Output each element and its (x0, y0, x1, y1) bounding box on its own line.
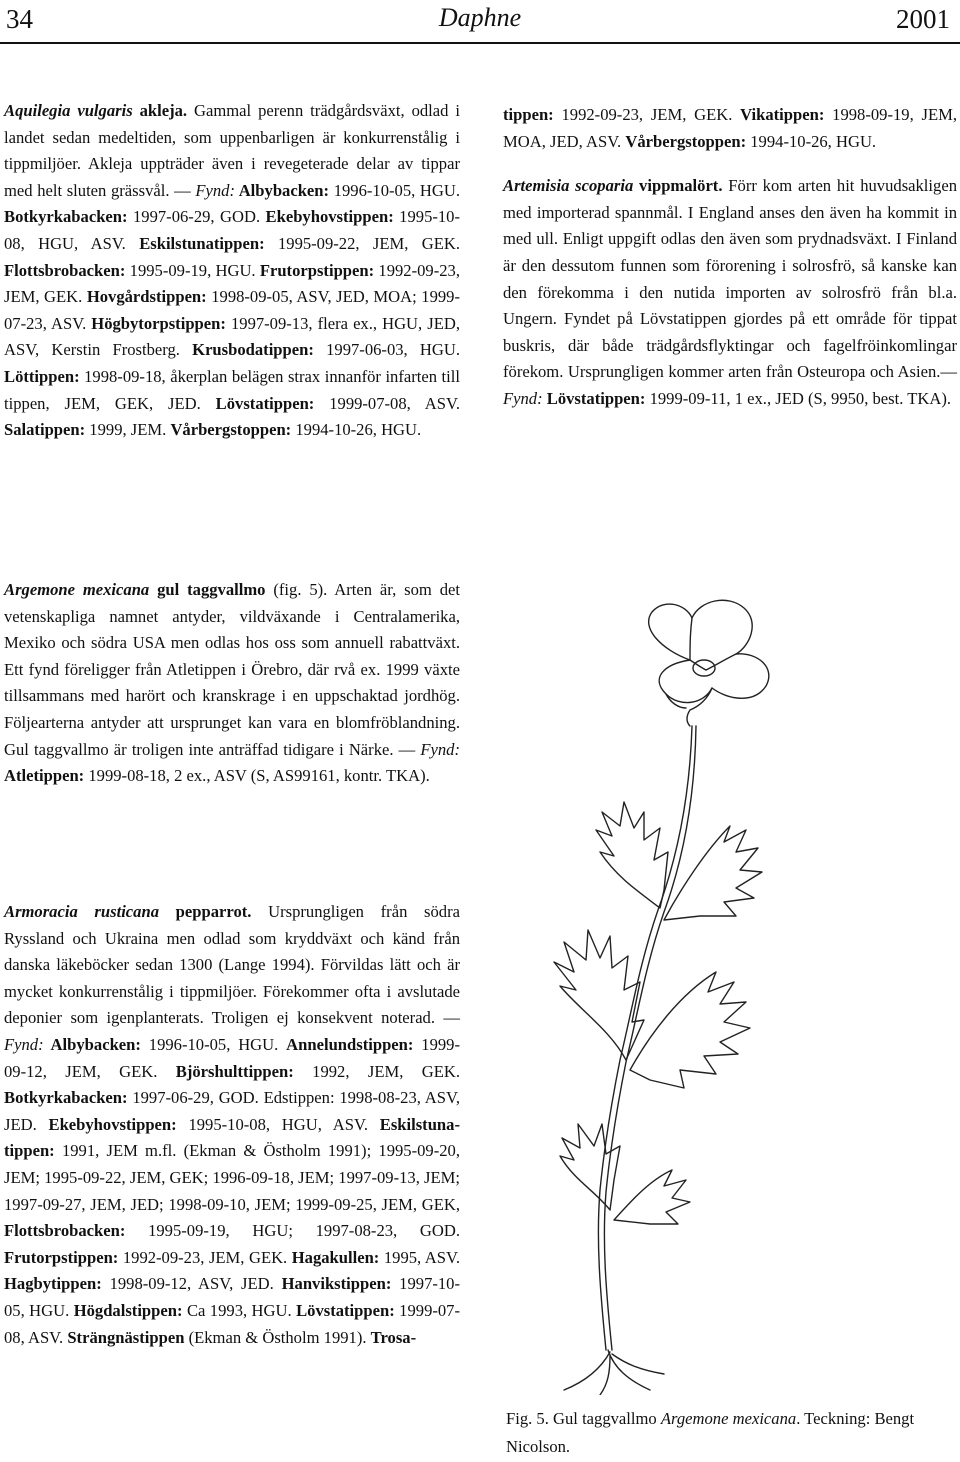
text-run-b: Lövstatippen: (296, 1300, 395, 1320)
paragraph-continuation (503, 102, 957, 155)
text-run-b: Hagbytippen: (4, 1274, 102, 1294)
root-drawing (564, 1350, 664, 1395)
text-run: 1999-08-18, 2 ex., ASV (S, AS99161, kontr. TKA). (84, 766, 430, 786)
text-run-b: Eskilstunatippen: (4, 1114, 460, 1161)
text-run: (Ekman & Östholm 1991). (184, 1327, 371, 1347)
text-run-i: Fynd: (4, 1034, 44, 1054)
text-run-b: Björshulttippen: (175, 1061, 294, 1081)
text-run-b: Frutorpstippen: (4, 1247, 119, 1267)
text-run-b: Albybacken: (234, 180, 330, 200)
text-run: 1992-09-23, JEM, GEK. (553, 105, 741, 124)
text-run: 1996-10-05, HGU. (140, 1034, 287, 1054)
caption-text (506, 1409, 914, 1456)
figure-drawing (540, 590, 840, 1395)
text-run-i: Fynd: (420, 739, 460, 759)
text-run-b: Annelundstippen: (286, 1034, 414, 1054)
text-run-bi: Aquilegia vulgaris (4, 101, 133, 120)
header-rule (0, 42, 960, 44)
paragraph (4, 899, 460, 1351)
leaf-drawing (630, 972, 750, 1088)
entry-argemone (4, 577, 460, 790)
text-run-b: Ekebyhovstippen: (265, 207, 394, 227)
leaf-drawing (560, 1124, 620, 1210)
text-run-bi: Argemone mexicana (4, 580, 150, 599)
text-run-b: Flottsbrobacken: (4, 260, 126, 280)
text-run: 1998-09-18, åkerplan belägen strax innanför infarten till tippen, JEM, GEK, JED. (4, 366, 460, 413)
page-header (0, 0, 960, 40)
text-run-b: vippmalört. (633, 176, 723, 196)
entry-artemisia (503, 173, 957, 412)
text-run-b: Vikatippen: (740, 105, 825, 124)
text-run: Ca 1993, HGU. (182, 1300, 297, 1320)
entry-armoracia (4, 899, 460, 1351)
paragraph (4, 577, 460, 790)
text-run-b: Krusbodatippen: (192, 340, 314, 360)
journal-name: Daphne (438, 3, 522, 32)
text-run: 1998-09-05, ASV, JED, MOA; 1999-07-23, ASV. (4, 287, 460, 333)
text-run: 1992-09-23, JEM, GEK. (118, 1247, 292, 1267)
text-run: , HGU, JED, ASV, Kerstin Frostberg. (4, 313, 460, 360)
text-run-bi: Armoracia rusticana (4, 902, 159, 921)
paragraph (4, 98, 460, 444)
text-run-b: Albybacken: (43, 1034, 141, 1054)
text-run: 1999-07-08, ASV. (4, 1300, 461, 1347)
text-run-b: Ekebyhovstippen: (48, 1114, 177, 1134)
text-run: 1995-09-22, JEM, GEK. (264, 233, 460, 253)
text-run-b: Trosa- (370, 1327, 417, 1347)
text-run-b: Lövstatippen: (215, 393, 315, 413)
text-run-b: Högbytorpstippen: (91, 313, 226, 333)
text-run: 1998-09-12, ASV, JED. (101, 1274, 282, 1294)
text-run-b: Vårbergstoppen: (170, 420, 292, 440)
text-run-b: Botkyrkabacken: (4, 207, 128, 227)
text-run-b: pepparrot. (159, 902, 252, 921)
text-run: Ursprungligen från södra Ryssland och Ukraina men odlad som kryddväxt och känd från danska läkeböcker sedan 1300 (Lange 1994). Förvildas lätt och är mycket konkurrenstålig i tippmiljöer. Förekommer ofta i avslutade deponier som igenplanterats. Troligen ej konsekvent noterad. — (4, 902, 460, 1028)
text-run: 1995-10-08, HGU, ASV. (176, 1114, 380, 1134)
text-run: Fig. 5. Gul taggvallmo (506, 1409, 661, 1428)
right-column-top (503, 102, 957, 413)
text-run: . Teckning: Bengt Nicolson. (506, 1409, 915, 1456)
text-run-b: Flottsbrobacken: (4, 1221, 126, 1241)
text-run: (fig. 5). Arten är, som det vetenskapliga namnet antyder, vildväxande i Centralamerika, Mexiko och södra USA men odlas hos oss som annuell rabattväxt. Ett fynd föreligger från Atletippen i Örebro, där rvå ex. 1999 växte tillsammans med harört och kranskrage i en uppschaktad jordhög. Följearterna antyder att ursprunget kan vara en blomfröblandning. Gul taggvallmo är troligen inte anträffad tidigare i Närke. — (4, 580, 460, 759)
text-run-b: akleja. (132, 101, 188, 120)
text-run-b: gul taggvallmo (149, 580, 266, 599)
text-run: 1994-10-26, HGU. (291, 420, 422, 440)
text-run: 1997-06-03, HGU. (313, 340, 460, 360)
text-run: 1991, JEM m.fl. (Ekman & Östholm 1991); 1995-09-20, JEM; 1995-09-22, JEM, GEK; 1996-09-18, JEM; 1997-09-13, JEM; 1997-09-27, JEM, JED; 1998-09-10, JEM; 1999-09-25, JEM, GEK, (4, 1141, 460, 1214)
text-run-i: Argemone mexicana (660, 1409, 797, 1428)
text-run: 1999-09-12, JEM, GEK. (4, 1034, 460, 1081)
figure-caption (506, 1405, 956, 1461)
publication-year: 2001 (896, 4, 950, 34)
text-run: Förr kom arten hit huvudsakligen med importerad spannmål. I England anses den även ha kommit in med ull. Enligt uppgift odlas den även som prydnadsväxt. I Finland är den dessutom funnen som förorening i solrosfrö, så kanske kan den förekomma i den nutida importen av solrosfrö från bl.a. Ungern. Fyndet på Lövstatippen gjordes på ett område för tippat buskris, där både trädgårdsflyktingar och fagelfröinkomlingar förekom. Ursprungligen kommer arten från Osteuropa och Asien.— (503, 176, 957, 382)
text-run-i: Fynd: (503, 388, 543, 408)
text-run: 1995-10-08, HGU, ASV. (4, 207, 461, 253)
text-run: 1997-06-29, GOD. Edstippen: 1998-08-23, ASV, JED. (4, 1088, 460, 1134)
text-run-b: Atletippen: (4, 766, 85, 786)
text-run-b: Löttippen: (4, 366, 80, 386)
text-run: Gammal perenn trädgårdsväxt, odlad i landet sedan medeltiden, som uppenbarligen är konkurrenstålig i tippmiljöer. Akleja uppträder även i revegeterade delar av tippar med helt sluten grässvål. — (4, 101, 461, 200)
entry-aquilegia (4, 98, 460, 444)
text-run: 1992-09-23, JEM, GEK. (4, 260, 460, 307)
text-run-b: Strängnästippen (67, 1327, 185, 1347)
leaf-drawing (614, 1170, 690, 1224)
leaf-drawing (596, 802, 668, 908)
text-run-b: Eskilstunatippen: (139, 233, 265, 253)
text-run: 1998-09-19, JEM, MOA, JED, ASV. (503, 105, 957, 151)
text-run: 1994-10-26, HGU. (746, 131, 877, 151)
text-run: 1999-07-08, ASV. (314, 393, 460, 413)
text-run: 1992, JEM, GEK. (293, 1061, 460, 1081)
text-run-b: tippen: (503, 105, 554, 124)
text-run-b: Salatippen: (4, 420, 86, 440)
text-run: 1995-09-19, HGU; 1997-08-23, GOD. (125, 1221, 460, 1241)
text-run-i: Fynd: (195, 180, 235, 200)
flower-drawing (649, 600, 769, 726)
text-run-b: Frutorpstippen: (259, 260, 375, 280)
text-run: 1997-06-29, GOD. (127, 207, 266, 227)
text-run: 1999-09-11, 1 ex., JED (S, 9950, best. TKA). (645, 388, 952, 408)
text-run: 1997-10-05, HGU. (4, 1274, 461, 1320)
text-run: 1995-09-19, HGU. (125, 260, 260, 280)
text-run-b: Lövstatippen: (542, 388, 646, 408)
text-run: 1995, ASV. (379, 1247, 461, 1267)
text-run-b: Hovgårdstippen: (86, 287, 207, 307)
text-run: 1999, JEM. (85, 420, 171, 440)
text-run: 1997-09-13, flera ex. (225, 313, 373, 333)
text-run-b: Högdalstippen: (73, 1300, 183, 1320)
text-run-b: Vårbergstoppen: (625, 131, 747, 151)
text-run-b: Hanvikstippen: (281, 1274, 392, 1294)
text-run-bi: Artemisia scoparia (503, 176, 634, 196)
text-run-b: Hagakullen: (291, 1247, 380, 1267)
page-number: 34 (6, 4, 33, 34)
text-run: 1996-10-05, HGU. (329, 180, 460, 200)
text-run-b: Botkyrkabacken: (4, 1088, 128, 1108)
